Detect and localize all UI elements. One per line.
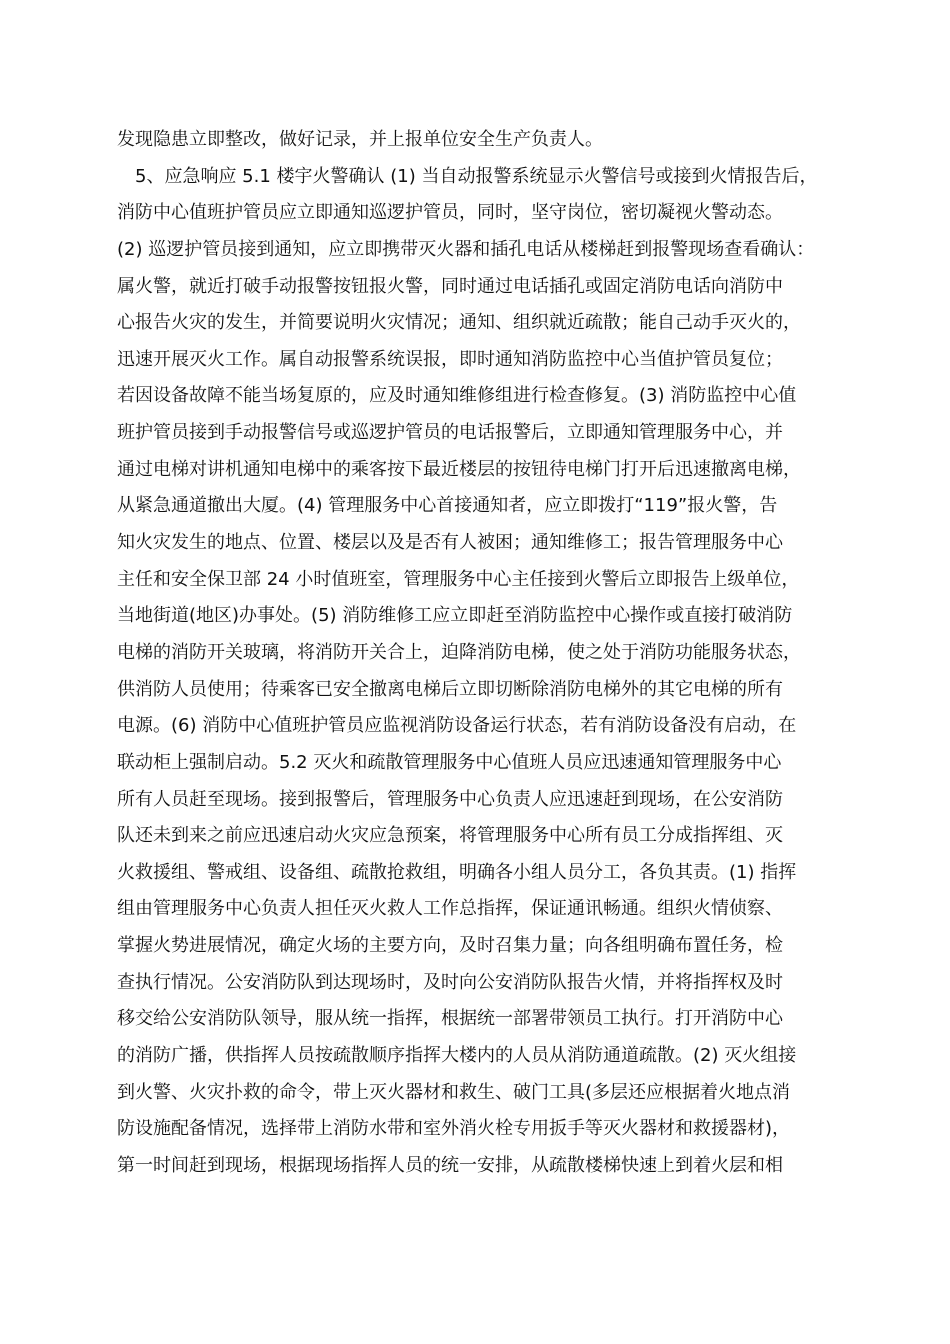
text-line: 电源。(6) 消防中心值班护管员应监视消防设备运行状态，若有消防设备没有启动，在 (117, 715, 797, 737)
text-line: 心报告火灾的发生，并简要说明火灾情况；通知、组织就近疏散；能自己动手灭火的， (117, 312, 801, 334)
text-line: 知火灾发生的地点、位置、楼层以及是否有人被困；通知维修工；报告管理服务中心 (117, 532, 783, 554)
text-line: 发现隐患立即整改，做好记录，并上报单位安全生产负责人。 (117, 129, 603, 150)
text-line: 若因设备故障不能当场复原的，应及时通知维修组进行检查修复。(3) 消防监控中心值 (117, 385, 797, 407)
text-line: 从紧急通道撤出大厦。(4) 管理服务中心首接通知者，应立即拨打“119”报火警，告 (117, 495, 778, 517)
text-line: 属火警，就近打破手动报警按钮报火警，同时通过电话插孔或固定消防电话向消防中 (117, 275, 783, 297)
text-line: 掌握火势进展情况，确定火场的主要方向，及时召集力量；向各组明确布置任务，检 (117, 935, 783, 957)
text-line: 迅速开展灭火工作。属自动报警系统误报，即时通知消防监控中心当值护管员复位； (117, 348, 783, 370)
text-line: 班护管员接到手动报警信号或巡逻护管员的电话报警后，立即通知管理服务中心，并 (117, 422, 783, 444)
text-line: (2) 巡逻护管员接到通知，应立即携带灭火器和插孔电话从楼梯赶到报警现场查看确认： (117, 238, 815, 260)
text-line: 的消防广播，供指挥人员按疏散顺序指挥大楼内的人员从消防通道疏散。(2) 灭火组接 (117, 1045, 797, 1067)
text-line: 防设施配备情况，选择带上消防水带和室外消火栓专用扳手等灭火器材和救援器材)， (117, 1118, 791, 1140)
text-line: 当地街道(地区)办事处。(5) 消防维修工应立即赶至消防监控中心操作或直接打破消防 (117, 605, 793, 627)
text-line: 主任和安全保卫部 24 小时值班室，管理服务中心主任接到火警后立即报告上级单位， (117, 568, 800, 590)
text-line: 通过电梯对讲机通知电梯中的乘客按下最近楼层的按钮待电梯门打开后迅速撤离电梯， (117, 458, 801, 480)
text-line: 查执行情况。公安消防队到达现场时，及时向公安消防队报告火情，并将指挥权及时 (117, 971, 783, 993)
text-line: 5、应急响应 5.1 楼宇火警确认 (1) 当自动报警系统显示火警信号或接到火情报告后， (135, 165, 818, 187)
text-line: 移交给公安消防队领导，服从统一指挥，根据统一部署带领员工执行。打开消防中心 (117, 1008, 783, 1030)
text-line: 队还未到来之前应迅速启动火灾应急预案，将管理服务中心所有员工分成指挥组、灭 (117, 825, 783, 847)
text-line: 组由管理服务中心负责人担任灭火救人工作总指挥，保证通讯畅通。组织火情侦察、 (117, 898, 783, 920)
text-line: 到火警、火灾扑救的命令，带上灭火器材和救生、破门工具(多层还应根据着火地点消 (117, 1081, 791, 1103)
text-line: 火救援组、警戒组、设备组、疏散抢救组，明确各小组人员分工，各负其责。(1) 指挥 (117, 861, 797, 883)
text-line: 供消防人员使用；待乘客已安全撤离电梯后立即切断除消防电梯外的其它电梯的所有 (117, 678, 783, 700)
text-line: 消防中心值班护管员应立即通知巡逻护管员，同时，坚守岗位，密切凝视火警动态。 (117, 202, 783, 224)
text-line: 联动柜上强制启动。5.2 灭火和疏散管理服务中心值班人员应迅速通知管理服务中心 (117, 751, 782, 773)
text-line: 第一时间赶到现场，根据现场指挥人员的统一安排，从疏散楼梯快速上到着火层和相 (117, 1154, 783, 1176)
document-body (117, 122, 837, 1185)
text-line: 所有人员赶至现场。接到报警后，管理服务中心负责人应迅速赶到现场，在公安消防 (117, 788, 783, 810)
text-line: 电梯的消防开关玻璃，将消防开关合上，迫降消防电梯，使之处于消防功能服务状态， (117, 641, 801, 663)
